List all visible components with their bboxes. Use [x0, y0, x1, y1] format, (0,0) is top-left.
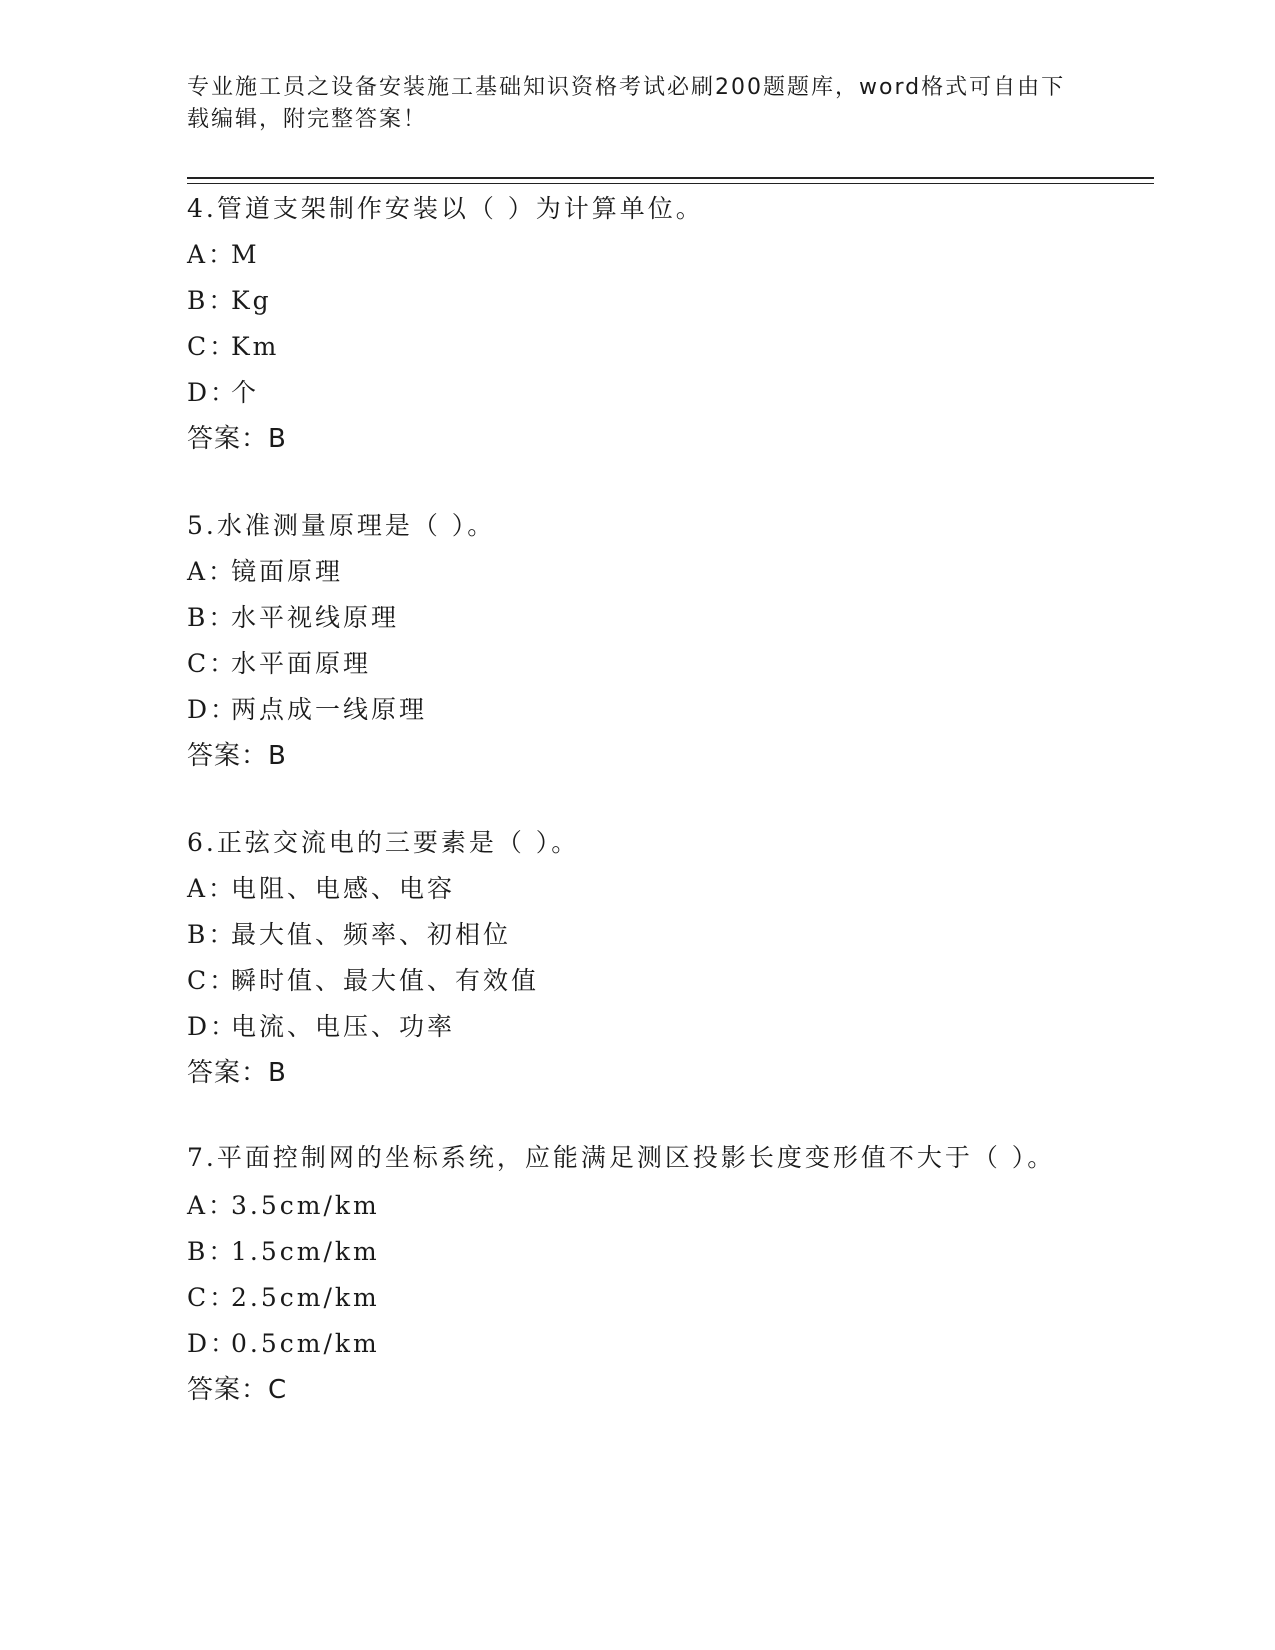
option-letter: C：: [187, 966, 238, 995]
option-text: 最大值、频率、初相位: [231, 920, 512, 949]
question-stem: 6.正弦交流电的三要素是（ ）。: [187, 828, 580, 857]
option-text: 水平视线原理: [231, 603, 400, 632]
option-text: 电阻、电感、电容: [231, 874, 456, 903]
option-text: 个: [231, 378, 260, 407]
option-letter: B：: [187, 286, 237, 315]
option-letter: A：: [187, 874, 237, 903]
option-d: [187, 687, 1087, 733]
answer-line: 答案：C: [187, 1375, 288, 1405]
option-a: [187, 866, 1087, 912]
option-b: [187, 595, 1087, 641]
option-text: 2.5cm/km: [231, 1283, 380, 1312]
option-b: [187, 278, 1087, 324]
option-letter: C：: [187, 332, 238, 361]
option-text: 镜面原理: [231, 557, 344, 586]
option-c: [187, 641, 1087, 687]
option-letter: A：: [187, 240, 237, 269]
option-text: 电流、电压、功率: [231, 1012, 456, 1041]
answer-line: 答案：B: [187, 1058, 287, 1088]
question-stem: 4.管道支架制作安装以（ ）为计算单位。: [187, 194, 704, 223]
option-letter: D：: [187, 1012, 239, 1041]
question-5: [187, 503, 1087, 779]
header-divider-thin: [187, 183, 1154, 184]
question-4: [187, 186, 1087, 462]
option-letter: B：: [187, 603, 237, 632]
option-a: [187, 1183, 1087, 1229]
option-text: 瞬时值、最大值、有效值: [231, 966, 540, 995]
option-letter: A：: [187, 557, 237, 586]
option-text: 水平面原理: [231, 649, 372, 678]
option-b: [187, 912, 1087, 958]
option-text: Kg: [231, 286, 272, 315]
option-text: M: [231, 240, 260, 269]
option-d: [187, 370, 1087, 416]
answer-line: 答案：B: [187, 741, 287, 771]
question-stem: 5.水准测量原理是（ ）。: [187, 511, 496, 540]
option-b: [187, 1229, 1087, 1275]
option-text: Km: [231, 332, 280, 361]
option-text: 1.5cm/km: [231, 1237, 380, 1266]
option-text: 两点成一线原理: [231, 695, 428, 724]
option-c: [187, 1275, 1087, 1321]
question-7: [187, 1133, 1087, 1413]
question-6: [187, 820, 1087, 1096]
answer-line: 答案：B: [187, 424, 287, 454]
option-a: [187, 549, 1087, 595]
option-letter: C：: [187, 1283, 238, 1312]
option-letter: D：: [187, 695, 239, 724]
option-letter: D：: [187, 378, 239, 407]
option-text: 0.5cm/km: [231, 1329, 380, 1358]
option-c: [187, 324, 1087, 370]
option-text: 3.5cm/km: [231, 1191, 380, 1220]
option-letter: D：: [187, 1329, 239, 1358]
option-letter: A：: [187, 1191, 237, 1220]
option-d: [187, 1321, 1087, 1367]
header-divider-thick: [187, 177, 1154, 179]
option-letter: C：: [187, 649, 238, 678]
document-header: 专业施工员之设备安装施工基础知识资格考试必刷200题题库，word格式可自由下载编辑，附完整答案！: [187, 75, 1066, 132]
option-a: [187, 232, 1087, 278]
option-letter: B：: [187, 1237, 237, 1266]
option-c: [187, 958, 1087, 1004]
question-stem: 7.平面控制网的坐标系统，应能满足测区投影长度变形值不大于（ ）。: [187, 1143, 1056, 1172]
option-d: [187, 1004, 1087, 1050]
option-letter: B：: [187, 920, 237, 949]
